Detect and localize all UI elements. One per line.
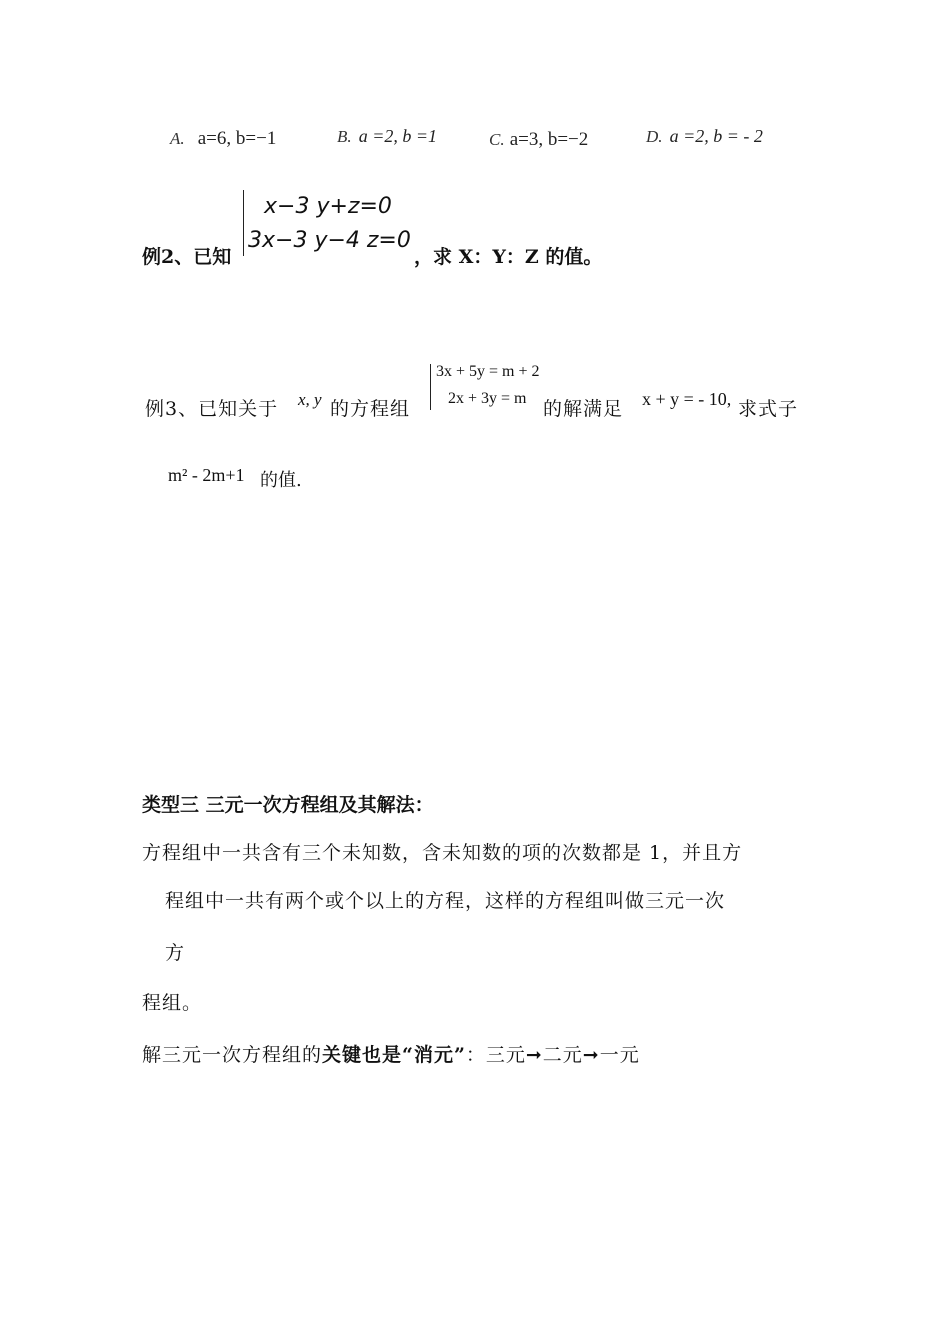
example2-eq1: x−3 y+z=0	[264, 194, 392, 219]
section-line3: 方	[165, 942, 186, 964]
example3-eq2: 2x + 3y = m	[448, 390, 527, 407]
option-value: a=6, b=−1	[197, 128, 277, 149]
example3-mid: 的方程组	[330, 398, 411, 420]
option-letter: C.	[489, 130, 505, 149]
key-prefix: 解三元一次方程组的	[142, 1044, 323, 1066]
option-value: a =2, b = - 2	[669, 126, 763, 146]
section-line4: 程组。	[142, 992, 203, 1014]
example2-eq2: 3x−3 y−4 z=0	[248, 228, 411, 253]
option-letter: A.	[170, 129, 185, 148]
example3-condition: x + y = - 10,	[642, 389, 732, 409]
example3-vars: x, y	[298, 390, 322, 409]
example3-expression: m² - 2m+1	[168, 465, 245, 485]
option-a	[170, 128, 276, 150]
section-key-line	[142, 1040, 640, 1067]
key-suffix: ：三元➞二元➞一元	[465, 1044, 640, 1066]
section-line1: 方程组中一共含有三个未知数，含未知数的项的次数都是 1，并且方	[142, 842, 743, 864]
brace	[430, 364, 431, 410]
section-title: 类型三 三元一次方程组及其解法：	[142, 794, 434, 816]
example3-cond-prefix: 的解满足	[543, 398, 624, 420]
example3-eq1: 3x + 5y = m + 2	[436, 363, 540, 380]
option-value: a =2, b =1	[358, 126, 438, 146]
option-c	[489, 129, 588, 151]
key-bold: 关键也是“消元”	[322, 1044, 466, 1066]
option-value: a=3, b=−2	[509, 129, 589, 150]
example2-suffix: ，求 X：Y：Z 的值。	[414, 246, 603, 268]
example3-expression-suffix: 的值.	[260, 470, 302, 491]
option-b	[337, 126, 437, 147]
section-line2: 程组中一共有两个或个以上的方程，这样的方程组叫做三元一次	[165, 890, 726, 912]
example2-prefix: 例2、已知	[142, 246, 232, 268]
option-d	[646, 126, 763, 147]
option-letter: D.	[646, 127, 663, 146]
brace	[243, 190, 244, 256]
example3-cond-suffix: 求式子	[738, 398, 799, 420]
example3-prefix: 例3、已知关于	[145, 398, 279, 420]
option-letter: B.	[337, 127, 352, 146]
